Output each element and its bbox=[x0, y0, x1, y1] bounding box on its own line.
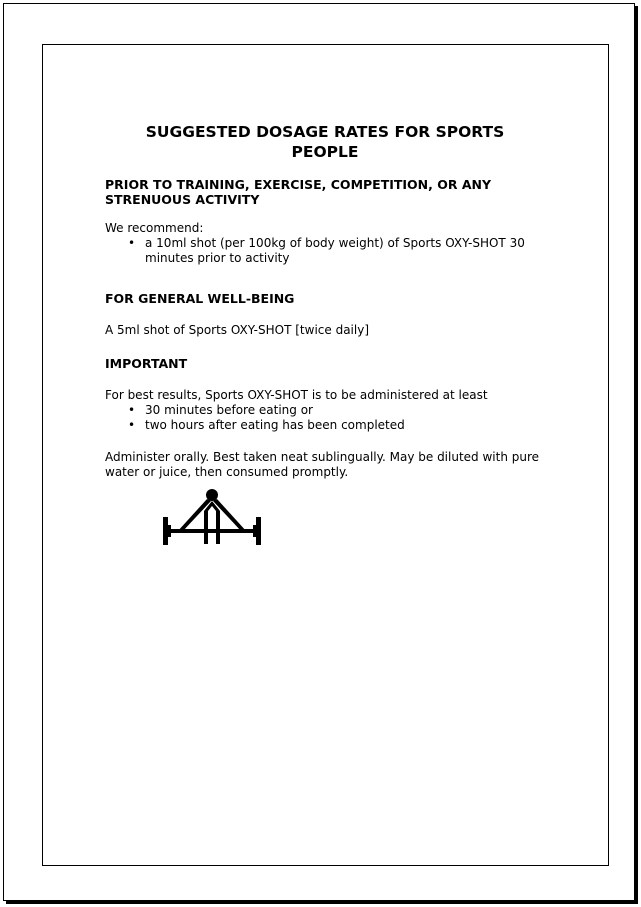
list-item: • two hours after eating has been completed bbox=[145, 418, 545, 433]
recommend-intro: We recommend: bbox=[105, 221, 204, 235]
general-wellbeing-text: A 5ml shot of Sports OXY-SHOT [twice daily] bbox=[105, 323, 369, 337]
important-intro: For best results, Sports OXY-SHOT is to be administered at least bbox=[105, 388, 488, 402]
list-item: • 30 minutes before eating or bbox=[145, 403, 545, 418]
weightlifter-icon bbox=[160, 487, 264, 549]
section-heading-important: IMPORTANT bbox=[105, 356, 188, 371]
page-title: SUGGESTED DOSAGE RATES FOR SPORTS PEOPLE bbox=[145, 123, 505, 161]
administer-instructions: Administer orally. Best taken neat sublingually. May be diluted with pure water or juice, then consumed promptly. bbox=[105, 450, 540, 479]
list-item: • a 10ml shot (per 100kg of body weight) of Sports OXY-SHOT 30 minutes prior to activity bbox=[145, 236, 545, 266]
important-list bbox=[105, 403, 545, 433]
document-body bbox=[105, 122, 545, 480]
recommend-list bbox=[105, 236, 545, 266]
section-heading-prior-activity: PRIOR TO TRAINING, EXERCISE, COMPETITION, OR ANY STRENUOUS ACTIVITY bbox=[105, 177, 492, 207]
section-heading-general-wellbeing: FOR GENERAL WELL-BEING bbox=[105, 291, 295, 306]
